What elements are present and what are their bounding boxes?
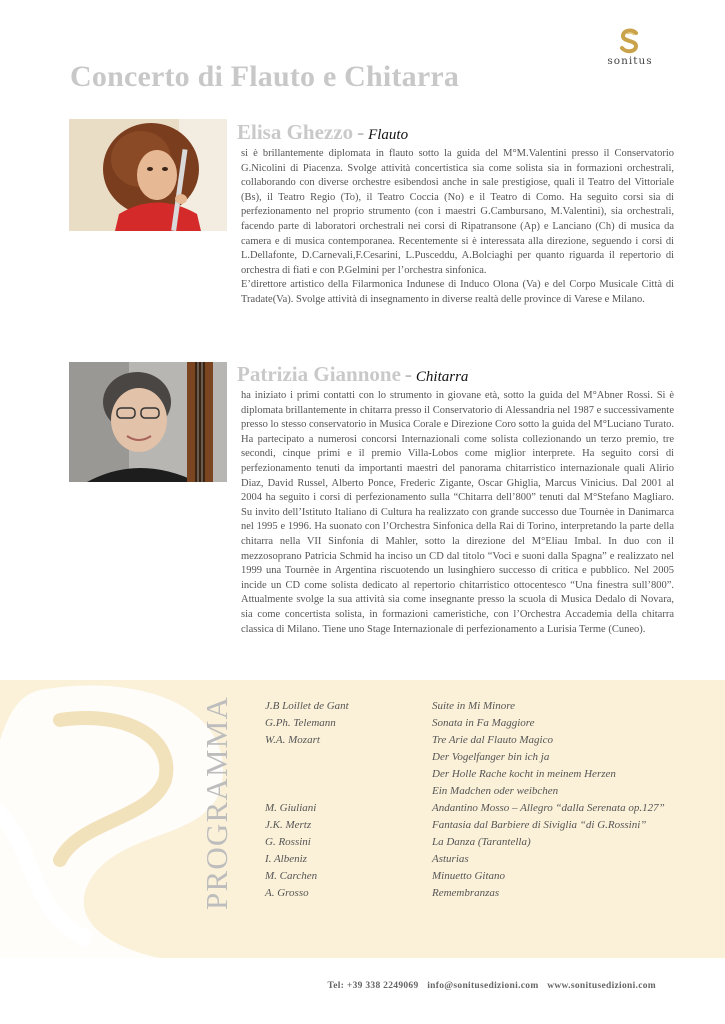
composer-item: M. Carchen [265, 870, 318, 882]
artist-heading-elisa [237, 120, 408, 145]
bio-paragraph: E’direttore artistico della Filarmonica Indunese di Induco Olona (Va) e del Corpo Musicale Città di Tradate(Va). Svolge attività di insegnamento in diverse realtà delle province di Varese e Milano. [241, 279, 674, 305]
work-item: Der Holle Rache kocht in meinem Herzen [432, 768, 616, 780]
artist-heading-patrizia [237, 362, 468, 387]
work-item: Sonata in Fa Maggiore [432, 717, 535, 729]
composer-list [265, 698, 349, 902]
artist-name: Patrizia Giannone [237, 362, 401, 386]
work-item: Remembranzas [432, 887, 500, 899]
page-title: Concerto di Flauto e Chitarra [70, 60, 460, 93]
work-item: Minuetto Gitano [432, 870, 506, 882]
work-item: Fantasia dal Barbiere di Siviglia “di G.Rossini” [432, 819, 647, 831]
work-item: La Danza (Tarantella) [432, 836, 531, 848]
bio-paragraph: si è brillantemente diplomata in flauto sotto la guida del M°M.Valentini presso il Conservatorio G.Nicolini di Piacenza. Svolge attività concertistica sia come solista sia in formazioni orchestrali, collaborando con diverse orchestre esibendosi anche in sale prestigiose, quali il Teatro del Vittoriale (Bs), il Teatro Regio (To), il Teatro Coccia (No) e il Teatro di Como. Ha seguito corsi sia di perfezionamento nel proprio strumento (con i maestri G.Cambursano, M.Valentini), sia orchestrali, facendo parte di laboratori orchestrali nei corsi di Ripatransone (Ap) e Lanciano (Ch) di musica da camera e di musica contemporanea. Recentemente si è interessata alla direzione, seguendo i corsi di L.Dellafonte, D.Carnevali,F.Cesarini, L.Pusceddu, A.Bolciaghi per quanto riguarda il repertorio di orchestra di fiati e con P.Gelmini per l’orchestra sinfonica. [241, 148, 674, 276]
footer-website[interactable]: www.sonitusedizioni.com [547, 981, 656, 991]
work-item: Asturias [432, 853, 469, 865]
sonitus-s-logo-icon [617, 28, 643, 54]
composer-item: I. Albeniz [265, 853, 307, 865]
composer-item: M. Giuliani [265, 802, 317, 814]
work-item: Der Vogelfanger bin ich ja [432, 751, 550, 763]
bio-paragraph: ha iniziato i primi contatti con lo strumento in giovane età, sotto la guida del M°Abner Rossi. Si è diplomata brillantemente in chitarra presso il Conservatorio di Alessandria nel 1987 e successivamente presso lo stesso conservatorio in Musica Corale e Direzione Coro sotto la guida del M°Luciano Turato. Ha partecipato a numerosi concorsi Internazionali come solista collezionando un terzo premio, tre secondi, cinque primi e il premio Villa-Lobos come miglior interprete. Ha seguito corsi di perfezionamento tenuti da importanti maestri del panorama chitarristico internazionale quali Alirio Diaz, David Russel, Alberto Ponce, Frederic Zigante, Oscar Ghiglia, Marcus Vinicius. Dal 2001 al 2004 ha seguito i corsi di perfezionamento sulla “Chitarra dell’800” tenuti dal M°Stefano Magliaro. Su invito dell’Istituto Italiano di Cultura ha realizzato con grande successo due Tournèe in Danimarca nel 1995 e 1996. Ha suonato con l’Orchestra Sinfonica della Rai di Torino, interpretando la parte della chitarra nella VII Sinfonia di Mahler, sotto la direzione del M°Eliau Imbal. In duo con il mezzosoprano Patricia Schmid ha inciso un CD dal titolo “Voci e suoni dalla Spagna” e realizzato nel 1999 una Tournèe in Argentina riscuotendo un lusinghiero successo di critica e pubblico. Nel 2005 incide un CD come solista dedicato al repertorio chitarristico ottocentesco “Una finestra sull’800”. Attualmente svolge la sua attività sia come insegnante presso la scuola di Musica Dedalo di Novara, sia come concertista solista, in formazioni cameristiche, con l’Orchestra Accademia della chitarra classica di Milano. Tiene uno Stage Internazionale di perfezionamento a Lurisia Terme (Cuneo). [241, 390, 674, 635]
composer-item: G. Rossini [265, 836, 311, 848]
work-item: Ein Madchen oder weibchen [432, 785, 559, 797]
composer-item: J.B Loillet de Gant [265, 700, 349, 712]
sonitus-logo [600, 28, 660, 67]
artist-name: Elisa Ghezzo [237, 120, 354, 144]
artist-bio-patrizia [241, 389, 674, 637]
footer-email[interactable]: info@sonitusedizioni.com [427, 981, 539, 991]
programma-label: PROGRAMMA [199, 695, 234, 910]
heading-separator: - [357, 120, 365, 144]
logo-brand-text: sonitus [607, 55, 653, 67]
composer-item: J.K. Mertz [265, 819, 312, 831]
work-item: Andantino Mosso – Allegro “dalla Serenata op.127” [432, 802, 665, 814]
composer-item: W.A. Mozart [265, 734, 320, 746]
portrait-flautist-photo [69, 119, 227, 231]
artist-bio-elisa [241, 147, 674, 308]
portrait-guitarist-photo [69, 362, 227, 482]
footer-phone: Tel: +39 338 2249069 [327, 981, 419, 991]
heading-separator: - [404, 362, 412, 386]
work-item: Suite in Mi Minore [432, 700, 515, 712]
composer-item: G.Ph. Telemann [265, 717, 336, 729]
work-item: Tre Arie dal Flauto Magico [432, 734, 553, 746]
artist-instrument: Chitarra [415, 369, 469, 385]
works-list [432, 698, 665, 902]
composer-item: A. Grosso [265, 887, 309, 899]
footer-contacts [0, 981, 656, 991]
artist-instrument: Flauto [368, 127, 409, 143]
